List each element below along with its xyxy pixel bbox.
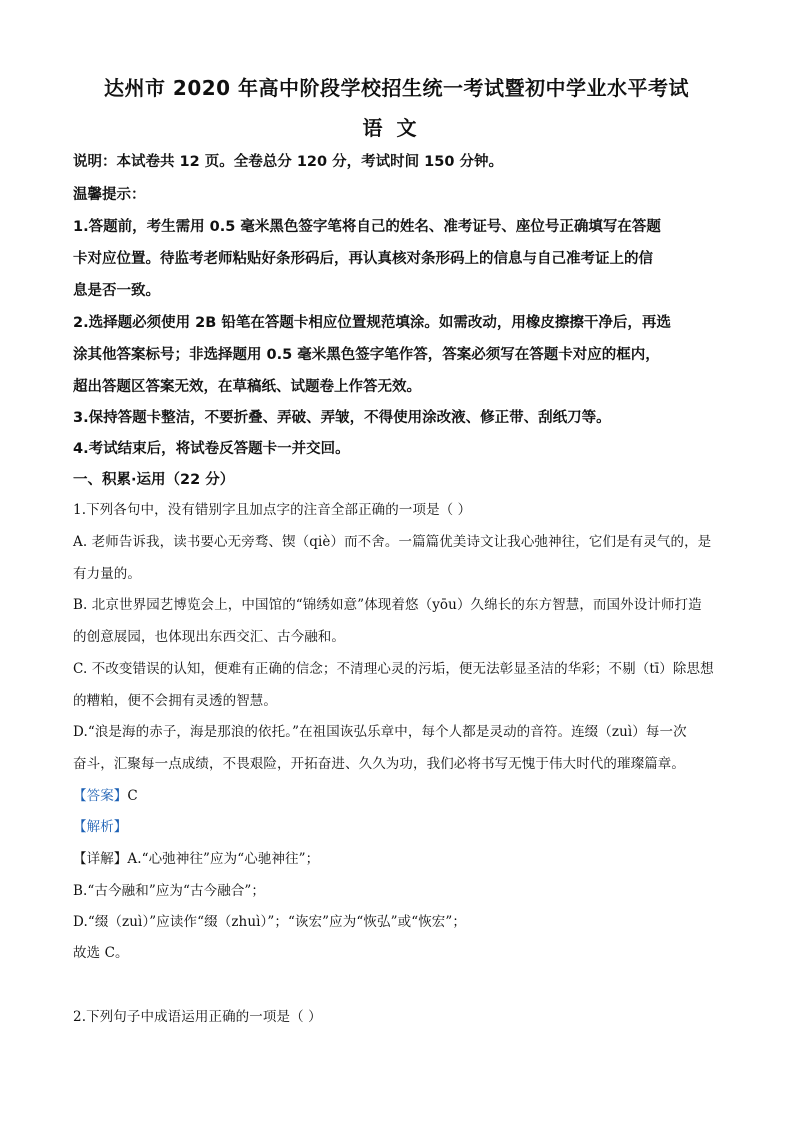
- tip-2-line-2: 涂其他答案标号；非选择题用 0.5 毫米黑色签字笔作答，答案必须写在答题卡对应的框内，: [73, 347, 660, 363]
- detail-a: A.“心弛神往”应为“心驰神往”；: [127, 851, 320, 867]
- answer-line: [73, 784, 138, 804]
- option-c-line-1: C. 不改变错误的认知，便难有正确的信念；不清理心灵的污垢，便无法彰显圣洁的华彩；不剔（tī）除思想: [73, 661, 714, 677]
- question-1-stem: 1.下列各句中，没有错别字且加点字的注音全部正确的一项是（ ）: [73, 502, 472, 518]
- tip-1-line-2: 卡对应位置。待监考老师粘贴好条形码后，再认真核对条形码上的信息与自己准考证上的信: [73, 251, 653, 267]
- tip-2-line-1: 2.选择题必须使用 2B 铅笔在答题卡相应位置规范填涂。如需改动，用橡皮擦擦干净后，再选: [73, 315, 671, 331]
- tip-1-line-1: 1.答题前，考生需用 0.5 毫米黑色签字笔将自己的姓名、准考证号、座位号正确填写在答题: [73, 219, 661, 235]
- exam-title: 达州市 2020 年高中阶段学校招生统一考试暨初中学业水平考试: [103, 76, 690, 100]
- section-heading: 一、积累·运用（22 分）: [73, 472, 235, 488]
- option-b-line-2: 的创意展园，也体现出东西交汇、古今融和。: [73, 629, 345, 645]
- question-2-stem: 2.下列句子中成语运用正确的一项是（ ）: [73, 1009, 322, 1025]
- detail-tag: 【详解】: [73, 851, 128, 867]
- subject-title: 语文: [362, 116, 431, 140]
- conclusion: 故选 C。: [73, 945, 129, 961]
- option-a-line-2: 有力量的。: [73, 566, 141, 582]
- answer-value: C: [127, 788, 138, 804]
- analysis-tag: 【解析】: [73, 819, 128, 835]
- option-a-line-1: A. 老师告诉我，读书要心无旁骛、锲（qiè）而不舍。一篇篇优美诗文让我心弛神往，它们是有灵气的，是: [73, 534, 712, 550]
- option-d-line-1: D.“浪是海的赤子，海是那浪的依托。”在祖国诙弘乐章中，每个人都是灵动的音符。连缀（zuì）每一次: [73, 724, 687, 740]
- tip-4: 4.考试结束后，将试卷反答题卡一并交回。: [73, 441, 350, 457]
- answer-tag: 【答案】: [73, 788, 128, 804]
- detail-a-line: [73, 847, 319, 867]
- option-c-line-2: 的糟粕，便不会拥有灵透的智慧。: [73, 693, 277, 709]
- exam-note: 说明：本试卷共 12 页。全卷总分 120 分，考试时间 150 分钟。: [73, 154, 503, 170]
- tips-heading: 温馨提示：: [73, 187, 146, 203]
- option-d-line-2: 奋斗，汇聚每一点成绩，不畏艰险，开拓奋进、久久为功，我们必将书写无愧于伟大时代的璀璨篇章。: [73, 756, 685, 772]
- option-b-line-1: B. 北京世界园艺博览会上，中国馆的“锦绣如意”体现着悠（yōu）久绵长的东方智慧，而国外设计师打造: [73, 597, 702, 613]
- detail-b: B.“古今融和”应为“古今融合”；: [73, 883, 266, 899]
- tip-1-line-3: 息是否一致。: [73, 283, 160, 299]
- tip-2-line-3: 超出答题区答案无效，在草稿纸、试题卷上作答无效。: [73, 379, 421, 395]
- detail-d: D.“缀（zuì）”应读作“缀（zhuì）”；“诙宏”应为“恢弘”或“恢宏”；: [73, 914, 466, 930]
- tip-3: 3.保持答题卡整洁，不要折叠、弄破、弄皱，不得使用涂改液、修正带、刮纸刀等。: [73, 410, 611, 426]
